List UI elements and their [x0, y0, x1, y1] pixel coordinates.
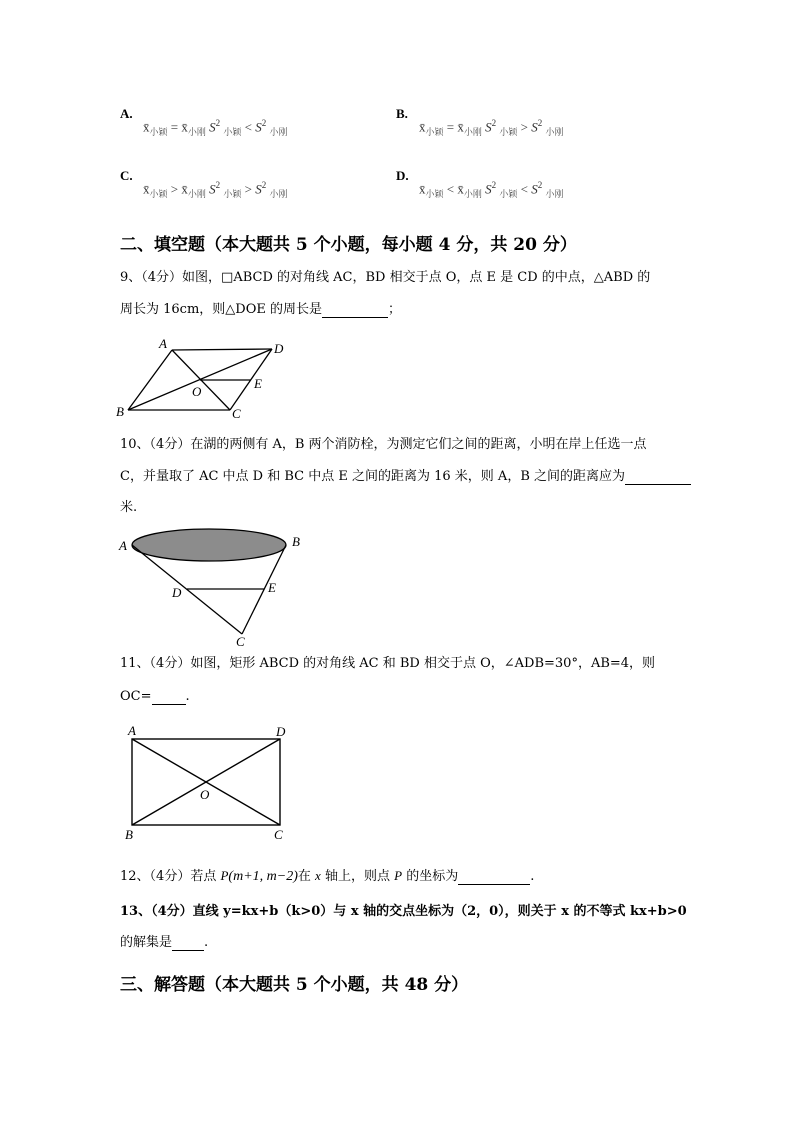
- mean-symbol: x̄: [419, 181, 426, 197]
- label-e: E: [268, 580, 276, 595]
- sub-label: 小刚: [269, 126, 288, 137]
- question-text: 轴上，则点: [324, 869, 390, 884]
- point-coordinates: (m+1, m−2): [228, 869, 298, 884]
- question-10-line1: 10、（4分）在湖的两侧有 A，B 两个消防栓，为测定它们之间的距离，小明在岸上任选一点: [120, 437, 647, 452]
- square: 2: [491, 118, 497, 128]
- question-text: C，并量取了 AC 中点 D 和 BC 中点 E 之间的距离为 16 米，则 A，B 之间的距离应为: [120, 469, 626, 484]
- sub-label: 小颖: [499, 188, 518, 199]
- punctuation: ；: [387, 302, 401, 317]
- option-b-formula: [419, 118, 564, 138]
- option-c-formula: [143, 180, 288, 200]
- option-d-letter: D.: [396, 168, 409, 183]
- label-o: O: [200, 787, 210, 802]
- square: 2: [215, 118, 221, 128]
- question-13-line2: [120, 935, 208, 951]
- answer-blank[interactable]: [172, 950, 204, 951]
- question-11-line1: 11、（4分）如图，矩形 ABCD 的对角线 AC 和 BD 相交于点 O，∠ADB=30°，AB=4，则: [120, 656, 656, 671]
- operator: =: [446, 119, 455, 135]
- variance-symbol: S: [485, 119, 492, 135]
- punctuation: .: [530, 869, 535, 884]
- option-d-formula: [419, 180, 564, 200]
- operator: <: [244, 119, 252, 135]
- operator: <: [446, 181, 455, 197]
- sub-label: 小刚: [187, 188, 206, 199]
- question-10-line2: [120, 469, 691, 485]
- answer-blank[interactable]: [625, 484, 691, 485]
- sub-label: 小刚: [463, 188, 482, 199]
- label-e: E: [254, 376, 262, 391]
- sub-label: 小颖: [149, 126, 168, 137]
- question-text: 周长为 16cm，则△DOE 的周长是: [120, 302, 322, 317]
- label-b: B: [125, 827, 133, 842]
- sub-label: 小刚: [269, 188, 288, 199]
- question-12: [120, 868, 534, 885]
- variance-symbol: S: [209, 181, 216, 197]
- mean-symbol: x̄: [457, 119, 464, 135]
- point-symbol: P: [220, 868, 229, 883]
- square: 2: [261, 180, 267, 190]
- label-c: C: [232, 406, 241, 421]
- question-9-line2: [120, 302, 401, 318]
- sub-label: 小颖: [149, 188, 168, 199]
- mean-symbol: x̄: [143, 119, 150, 135]
- label-c: C: [274, 827, 283, 842]
- question-text: 的坐标为: [406, 869, 459, 884]
- sub-label: 小颖: [223, 188, 242, 199]
- square: 2: [491, 180, 497, 190]
- square: 2: [215, 180, 221, 190]
- variance-symbol: S: [531, 181, 538, 197]
- punctuation: .: [185, 689, 190, 704]
- label-a: A: [128, 723, 136, 738]
- label-a: A: [159, 336, 167, 351]
- answer-blank[interactable]: [458, 884, 530, 885]
- option-a-letter: A.: [120, 106, 133, 121]
- sub-label: 小颖: [223, 126, 242, 137]
- operator: >: [520, 119, 528, 135]
- point-symbol: P: [394, 868, 403, 883]
- answer-blank[interactable]: [152, 704, 186, 705]
- question-13-line1: 13、（4分）直线 y=kx+b（k>0）与 x 轴的交点坐标为（2，0），则关于 x 的不等式 kx+b>0: [120, 904, 687, 919]
- mean-symbol: x̄: [457, 181, 464, 197]
- variance-symbol: S: [485, 181, 492, 197]
- question-9-line1: 9、（4分）如图，□ABCD 的对角线 AC，BD 相交于点 O，点 E 是 CD 的中点，△ABD 的: [120, 270, 651, 285]
- sub-label: 小刚: [463, 126, 482, 137]
- label-b: B: [116, 404, 124, 419]
- sub-label: 小刚: [187, 126, 206, 137]
- label-o: O: [192, 384, 202, 399]
- option-b-letter: B.: [396, 106, 408, 121]
- mean-symbol: x̄: [143, 181, 150, 197]
- variance-symbol: S: [531, 119, 538, 135]
- answer-blank[interactable]: [322, 317, 388, 318]
- figure-lake: [114, 526, 314, 650]
- lake-shape: [132, 529, 286, 561]
- label-c: C: [236, 634, 245, 649]
- variance-symbol: S: [209, 119, 216, 135]
- question-text: 12、（4分）若点: [120, 869, 217, 884]
- question-text: OC=: [120, 689, 152, 704]
- sub-label: 小刚: [545, 126, 564, 137]
- operator: >: [170, 181, 179, 197]
- sub-label: 小颖: [499, 126, 518, 137]
- axis-symbol: x: [315, 868, 321, 883]
- label-d: D: [274, 341, 284, 356]
- section-2-heading: 二、填空题（本大题共 5 个小题，每小题 4 分，共 20 分）: [120, 235, 577, 255]
- square: 2: [537, 180, 543, 190]
- question-11-line2: [120, 689, 190, 705]
- question-text: 的解集是: [120, 935, 173, 950]
- mean-symbol: x̄: [181, 119, 188, 135]
- punctuation: .: [204, 935, 209, 950]
- option-a-formula: [143, 118, 288, 138]
- question-10-line3: 米.: [120, 500, 138, 515]
- sub-label: 小颖: [425, 188, 444, 199]
- label-a: A: [119, 538, 127, 553]
- operator: <: [520, 181, 528, 197]
- operator: =: [170, 119, 179, 135]
- section-3-heading: 三、解答题（本大题共 5 个小题，共 48 分）: [120, 975, 469, 995]
- figure-parallelogram: [112, 336, 302, 422]
- sub-label: 小刚: [545, 188, 564, 199]
- label-b: B: [292, 534, 300, 549]
- square: 2: [537, 118, 543, 128]
- label-d: D: [276, 724, 286, 739]
- option-c-letter: C.: [120, 168, 133, 183]
- variance-symbol: S: [255, 119, 262, 135]
- figure-rectangle: [118, 722, 298, 844]
- mean-symbol: x̄: [181, 181, 188, 197]
- square: 2: [261, 118, 267, 128]
- mean-symbol: x̄: [419, 119, 426, 135]
- operator: >: [244, 181, 252, 197]
- question-text: 在: [297, 869, 311, 884]
- side-ad: [172, 349, 272, 350]
- label-d: D: [172, 585, 182, 600]
- variance-symbol: S: [255, 181, 262, 197]
- sub-label: 小颖: [425, 126, 444, 137]
